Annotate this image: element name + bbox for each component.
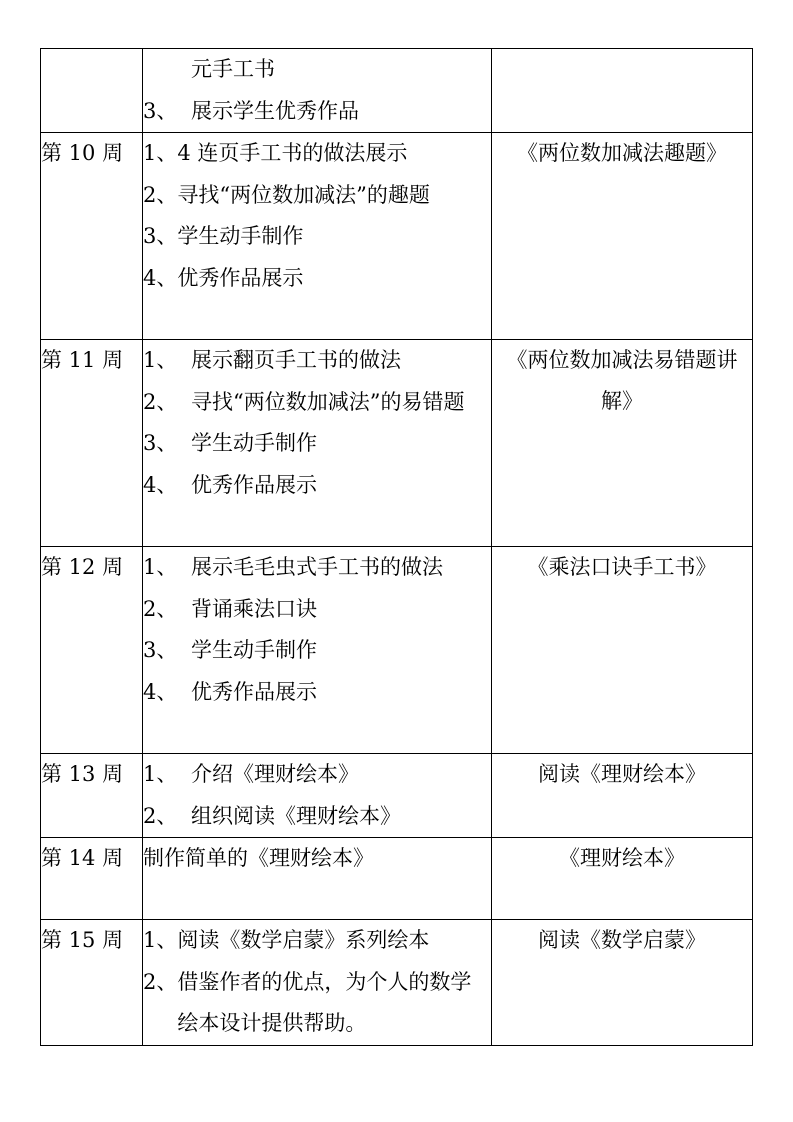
list-item bbox=[143, 382, 491, 424]
list-item bbox=[143, 589, 491, 631]
item-text: 阅读《数学启蒙》系列绘本 bbox=[177, 928, 430, 952]
item-number: 1、 bbox=[143, 555, 178, 579]
topic-cell: 《理财绘本》 bbox=[492, 838, 753, 920]
list-item bbox=[143, 962, 491, 1045]
table-row bbox=[41, 547, 753, 754]
week-cell: 第 13 周 bbox=[41, 754, 143, 838]
item-number: 1、 bbox=[143, 348, 178, 372]
item-number: 3、 bbox=[143, 224, 178, 248]
item-number: 3、 bbox=[143, 98, 178, 123]
week-cell: 第 12 周 bbox=[41, 547, 143, 754]
item-text: 4 连页手工书的做法展示 bbox=[177, 141, 408, 165]
topic-cell: 阅读《理财绘本》 bbox=[492, 754, 753, 838]
table-row bbox=[41, 49, 753, 133]
week-cell: 第 10 周 bbox=[41, 133, 143, 340]
schedule-table bbox=[40, 48, 753, 1046]
topic-cell: 《乘法口诀手工书》 bbox=[492, 547, 753, 754]
content-cell bbox=[143, 920, 492, 1046]
item-number: 4、 bbox=[143, 472, 178, 497]
list-item bbox=[143, 175, 491, 217]
item-number: 4、 bbox=[143, 265, 178, 290]
content-cell bbox=[143, 754, 492, 838]
list-item bbox=[143, 796, 491, 838]
list-item bbox=[143, 258, 491, 300]
item-text: 优秀作品展示 bbox=[177, 265, 304, 290]
item-text: 组织阅读《理财绘本》 bbox=[191, 803, 401, 828]
topic-cell bbox=[492, 49, 753, 133]
list-item bbox=[143, 340, 491, 382]
item-number: 4、 bbox=[143, 679, 178, 704]
content-line: 制作简单的《理财绘本》 bbox=[143, 846, 374, 870]
item-text: 学生动手制作 bbox=[191, 638, 317, 662]
list-item bbox=[143, 754, 491, 796]
item-number: 1、 bbox=[143, 928, 178, 952]
list-item bbox=[143, 465, 491, 507]
week-cell: 第 11 周 bbox=[41, 340, 143, 547]
table-row bbox=[41, 754, 753, 838]
content-cell bbox=[143, 547, 492, 754]
content-cell bbox=[143, 340, 492, 547]
item-text: 借鉴作者的优点，为个人的数学绘本设计提供帮助。 bbox=[177, 969, 472, 1035]
item-text: 学生动手制作 bbox=[191, 431, 317, 455]
item-text: 展示翻页手工书的做法 bbox=[191, 348, 401, 372]
item-number: 2、 bbox=[143, 803, 178, 828]
table-row bbox=[41, 133, 753, 340]
item-number: 2、 bbox=[143, 969, 178, 994]
list-item bbox=[143, 216, 491, 258]
table-row bbox=[41, 838, 753, 920]
item-number: 2、 bbox=[143, 182, 178, 207]
item-number: 1、 bbox=[143, 762, 178, 786]
content-cell bbox=[143, 838, 492, 920]
item-number: 2、 bbox=[143, 596, 178, 621]
topic-cell: 《两位数加减法易错题讲解》 bbox=[492, 340, 753, 547]
item-number: 2、 bbox=[143, 389, 178, 414]
table-row bbox=[41, 920, 753, 1046]
item-text: 介绍《理财绘本》 bbox=[191, 762, 359, 786]
table-row bbox=[41, 340, 753, 547]
week-cell bbox=[41, 49, 143, 133]
item-text: 学生动手制作 bbox=[177, 224, 304, 248]
item-number: 1、 bbox=[143, 141, 178, 165]
list-item bbox=[143, 133, 491, 175]
week-cell: 第 14 周 bbox=[41, 838, 143, 920]
topic-cell: 《两位数加减法趣题》 bbox=[492, 133, 753, 340]
item-number: 3、 bbox=[143, 431, 178, 455]
content-cell bbox=[143, 133, 492, 340]
week-cell: 第 15 周 bbox=[41, 920, 143, 1046]
list-item bbox=[143, 630, 491, 672]
item-text: 寻找“两位数加减法”的趣题 bbox=[177, 182, 430, 207]
item-text: 展示学生优秀作品 bbox=[191, 98, 359, 123]
list-item bbox=[143, 423, 491, 465]
item-text: 寻找“两位数加减法”的易错题 bbox=[191, 389, 465, 414]
list-item bbox=[143, 672, 491, 714]
content-line: 元手工书 bbox=[191, 57, 275, 81]
item-number: 3、 bbox=[143, 638, 178, 662]
list-item bbox=[143, 91, 491, 133]
item-text: 背诵乘法口诀 bbox=[191, 596, 317, 621]
list-item bbox=[143, 920, 491, 962]
item-text: 优秀作品展示 bbox=[191, 679, 317, 704]
list-item bbox=[143, 547, 491, 589]
content-cell bbox=[143, 49, 492, 133]
item-text: 优秀作品展示 bbox=[191, 472, 317, 497]
item-text: 展示毛毛虫式手工书的做法 bbox=[191, 555, 443, 579]
topic-cell: 阅读《数学启蒙》 bbox=[492, 920, 753, 1046]
